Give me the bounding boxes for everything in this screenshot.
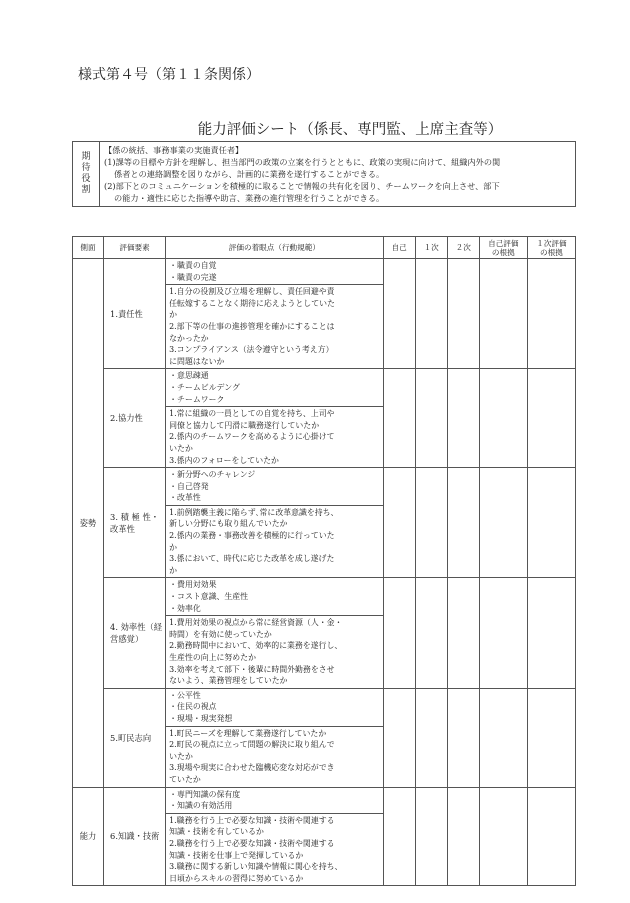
role-line: (2)部下とのコミュニケーションを積極的に取ることで情報の共有化を図り、チームワークを向上させ、部下: [104, 181, 500, 191]
point-line: 1.職務を行う上で必要な知識・技術や関連する: [169, 815, 335, 825]
self-score-cell[interactable]: [383, 688, 415, 787]
points-cell: [166, 616, 383, 689]
table-row: [73, 688, 576, 726]
item-label: 4. 効率性（経営感覚）: [104, 578, 166, 688]
point-line: いたか: [169, 751, 193, 761]
point-line: ないよう、業務管理をしていたか: [169, 676, 288, 686]
point-line: 1.町民ニーズを理解して業務遂行していたか: [169, 728, 327, 738]
keyword: ・公平性: [169, 690, 201, 700]
point-line: か: [169, 565, 178, 575]
keyword: ・現場・現実発想: [169, 713, 233, 723]
item-label: 2.協力性: [104, 369, 166, 468]
self-basis-cell[interactable]: [479, 369, 527, 468]
point-line: 2.勤務時間中において、効率的に業務を遂行し、: [169, 641, 343, 651]
keyword: ・費用対効果: [169, 580, 217, 590]
header-self-basis-line2: の根拠: [491, 247, 515, 257]
role-line: (1)課等の目標や方針を理解し、担当部門の政策の立案を行うとともに、政策の実現に向けて、組織内外の関: [104, 157, 501, 167]
point-line: 生産性の向上に努めたか: [169, 653, 256, 662]
point-line: 2.職務を行う上で必要な知識・技術や関連する: [169, 838, 335, 848]
role-label-char: 割: [81, 185, 91, 195]
keyword: ・効率化: [169, 603, 201, 613]
first-score-cell[interactable]: [415, 688, 447, 787]
header-self-basis: [479, 237, 527, 259]
points-cell: [166, 726, 383, 787]
role-line: 【係の統括、事務事業の実施責任者】: [104, 145, 244, 155]
keywords-cell: [166, 688, 383, 726]
first-score-cell[interactable]: [415, 369, 447, 468]
point-line: 任転嫁することなく期待に応えようとしていた: [169, 298, 335, 308]
point-line: 2.町民の視点に立って問題の解決に取り組んで: [169, 740, 335, 750]
point-line: 知識・技術を有しているか: [169, 827, 264, 837]
point-line: 2.部下等の仕事の進捗管理を確かにすることは: [169, 321, 335, 331]
sheet-title: 能力評価シート（係長、専門監、上席主査等）: [197, 122, 503, 138]
header-first-basis-line2: の根拠: [540, 247, 563, 257]
role-label-char: 役: [81, 174, 91, 184]
expected-role-label: [73, 142, 100, 207]
side-attitude: 姿勢: [73, 259, 104, 788]
self-basis-cell[interactable]: [479, 688, 527, 787]
keyword: ・チームビルデング: [169, 382, 240, 392]
first-basis-cell[interactable]: [527, 688, 575, 787]
point-line: 1.前例踏襲主義に陥らず､常に改革意識を持ち、: [169, 507, 339, 517]
header-self-basis-line1: 自己評価: [488, 238, 519, 248]
points-cell: [166, 813, 383, 886]
table-header-row: [73, 237, 576, 259]
point-line: 1.常に組織の一員としての自覚を持ち、上司や: [169, 409, 335, 419]
first-score-cell[interactable]: [415, 468, 447, 578]
item-label: 6.知識・技術: [104, 787, 166, 886]
keyword: ・改革性: [169, 493, 201, 503]
keyword: ・専門知識の保有度: [169, 789, 241, 799]
first-score-cell[interactable]: [415, 259, 447, 369]
keyword: ・職責の自覚: [169, 261, 217, 270]
self-score-cell[interactable]: [383, 369, 415, 468]
self-score-cell[interactable]: [383, 468, 415, 578]
self-score-cell[interactable]: [383, 787, 415, 886]
table-row: [73, 787, 576, 813]
role-label-char: 待: [81, 163, 91, 173]
evaluation-table: [72, 236, 576, 886]
header-first-basis: [527, 237, 575, 259]
self-basis-cell[interactable]: [479, 468, 527, 578]
first-basis-cell[interactable]: [527, 787, 575, 886]
header-points: 評価の着眼点（行動規範）: [166, 237, 383, 259]
point-line: 同僚と協力して円滑に職務遂行していたか: [169, 420, 320, 430]
first-basis-cell[interactable]: [527, 578, 575, 688]
self-score-cell[interactable]: [383, 578, 415, 688]
second-score-cell[interactable]: [447, 787, 479, 886]
header-first-basis-line1: １次評価: [536, 238, 567, 248]
point-line: 2.係内のチームワークを高めるように心掛けて: [169, 432, 335, 442]
table-row: [73, 578, 576, 616]
self-basis-cell[interactable]: [479, 578, 527, 688]
header-first: １次: [415, 237, 447, 259]
header-self: 自己: [383, 237, 415, 259]
point-line: 3.係において、時代に応じた改革を成し遂げた: [169, 554, 335, 564]
expected-role-text: [100, 142, 576, 207]
role-line: の能力・適性に応じた指導や助言、業務の進行管理を行うことができる。: [114, 193, 385, 203]
keyword: ・自己啓発: [169, 481, 209, 491]
points-cell: [166, 505, 383, 578]
points-cell: [166, 285, 383, 369]
item-label: 1.責任性: [104, 259, 166, 369]
table-row: [73, 369, 576, 407]
second-score-cell[interactable]: [447, 578, 479, 688]
keyword: ・意思疎通: [169, 371, 209, 381]
point-line: なかったか: [169, 333, 209, 343]
point-line: 日頃からスキルの習得に努めているか: [169, 873, 304, 883]
point-line: 3.現場や現実に合わせた臨機応変な対応ができ: [169, 763, 335, 773]
point-line: 新しい分野にも取り組んでいたか: [169, 519, 288, 529]
point-line: 1.費用対効果の視点から常に経営資源（人・金・: [169, 618, 343, 628]
expected-role-box: [72, 141, 576, 207]
keyword: ・チームワーク: [169, 394, 225, 404]
point-line: 3.職務に関する新しい知識や情報に関心を持ち、: [169, 862, 343, 872]
point-line: 3.コンプライアンス（法令遵守という考え方）: [169, 345, 334, 355]
table-row: [73, 468, 576, 506]
point-line: 3.係内のフォローをしていたか: [169, 455, 279, 465]
item-label: 3. 積 極 性・改革性: [104, 468, 166, 578]
self-score-cell[interactable]: [383, 259, 415, 369]
point-line: か: [169, 542, 178, 552]
keywords-cell: [166, 787, 383, 813]
point-line: か: [169, 310, 178, 320]
point-line: に問題はないか: [169, 356, 225, 366]
keywords-cell: [166, 259, 383, 285]
points-cell: [166, 407, 383, 468]
first-basis-cell[interactable]: [527, 369, 575, 468]
first-basis-cell[interactable]: [527, 468, 575, 578]
second-score-cell[interactable]: [447, 468, 479, 578]
point-line: いたか: [169, 443, 193, 453]
item-label: 5.町民志向: [104, 688, 166, 787]
keyword: ・新分野へのチャレンジ: [169, 470, 256, 480]
table-row: [73, 259, 576, 285]
first-basis-cell[interactable]: [527, 259, 575, 369]
role-label-char: 期: [81, 152, 91, 162]
role-line: 係者との連絡調整を図りながら、計画的に業務を遂行することができる。: [114, 169, 385, 179]
keyword: ・知識の有効活用: [169, 801, 233, 811]
side-ability: 能力: [73, 787, 104, 886]
header-second: ２次: [447, 237, 479, 259]
first-score-cell[interactable]: [415, 787, 447, 886]
form-number: 様式第４号（第１１条関係）: [78, 67, 260, 83]
keywords-cell: [166, 468, 383, 506]
first-score-cell[interactable]: [415, 578, 447, 688]
point-line: 知識・技術を仕事上で発揮しているか: [169, 850, 304, 860]
keywords-cell: [166, 578, 383, 616]
point-line: 2.係内の業務・事務改善を積極的に行っていた: [169, 531, 335, 541]
point-line: 3.効率を考えて部下・後輩に時間外勤務をさせ: [169, 664, 335, 674]
point-line: ていたか: [169, 774, 201, 784]
header-item: 評価要素: [104, 237, 166, 259]
self-basis-cell[interactable]: [479, 787, 527, 886]
keyword: ・職責の完遂: [169, 272, 217, 282]
point-line: 1.自分の役割及び立場を理解し、責任回避や責: [169, 287, 335, 297]
second-score-cell[interactable]: [447, 688, 479, 787]
keyword: ・住民の視点: [169, 702, 217, 712]
keywords-cell: [166, 369, 383, 407]
second-score-cell[interactable]: [447, 369, 479, 468]
point-line: 時間）を有効に使っていたか: [169, 629, 272, 639]
keyword: ・コスト意識、生産性: [169, 592, 249, 602]
self-basis-cell[interactable]: [479, 259, 527, 369]
second-score-cell[interactable]: [447, 259, 479, 369]
header-side: 側面: [73, 237, 104, 259]
